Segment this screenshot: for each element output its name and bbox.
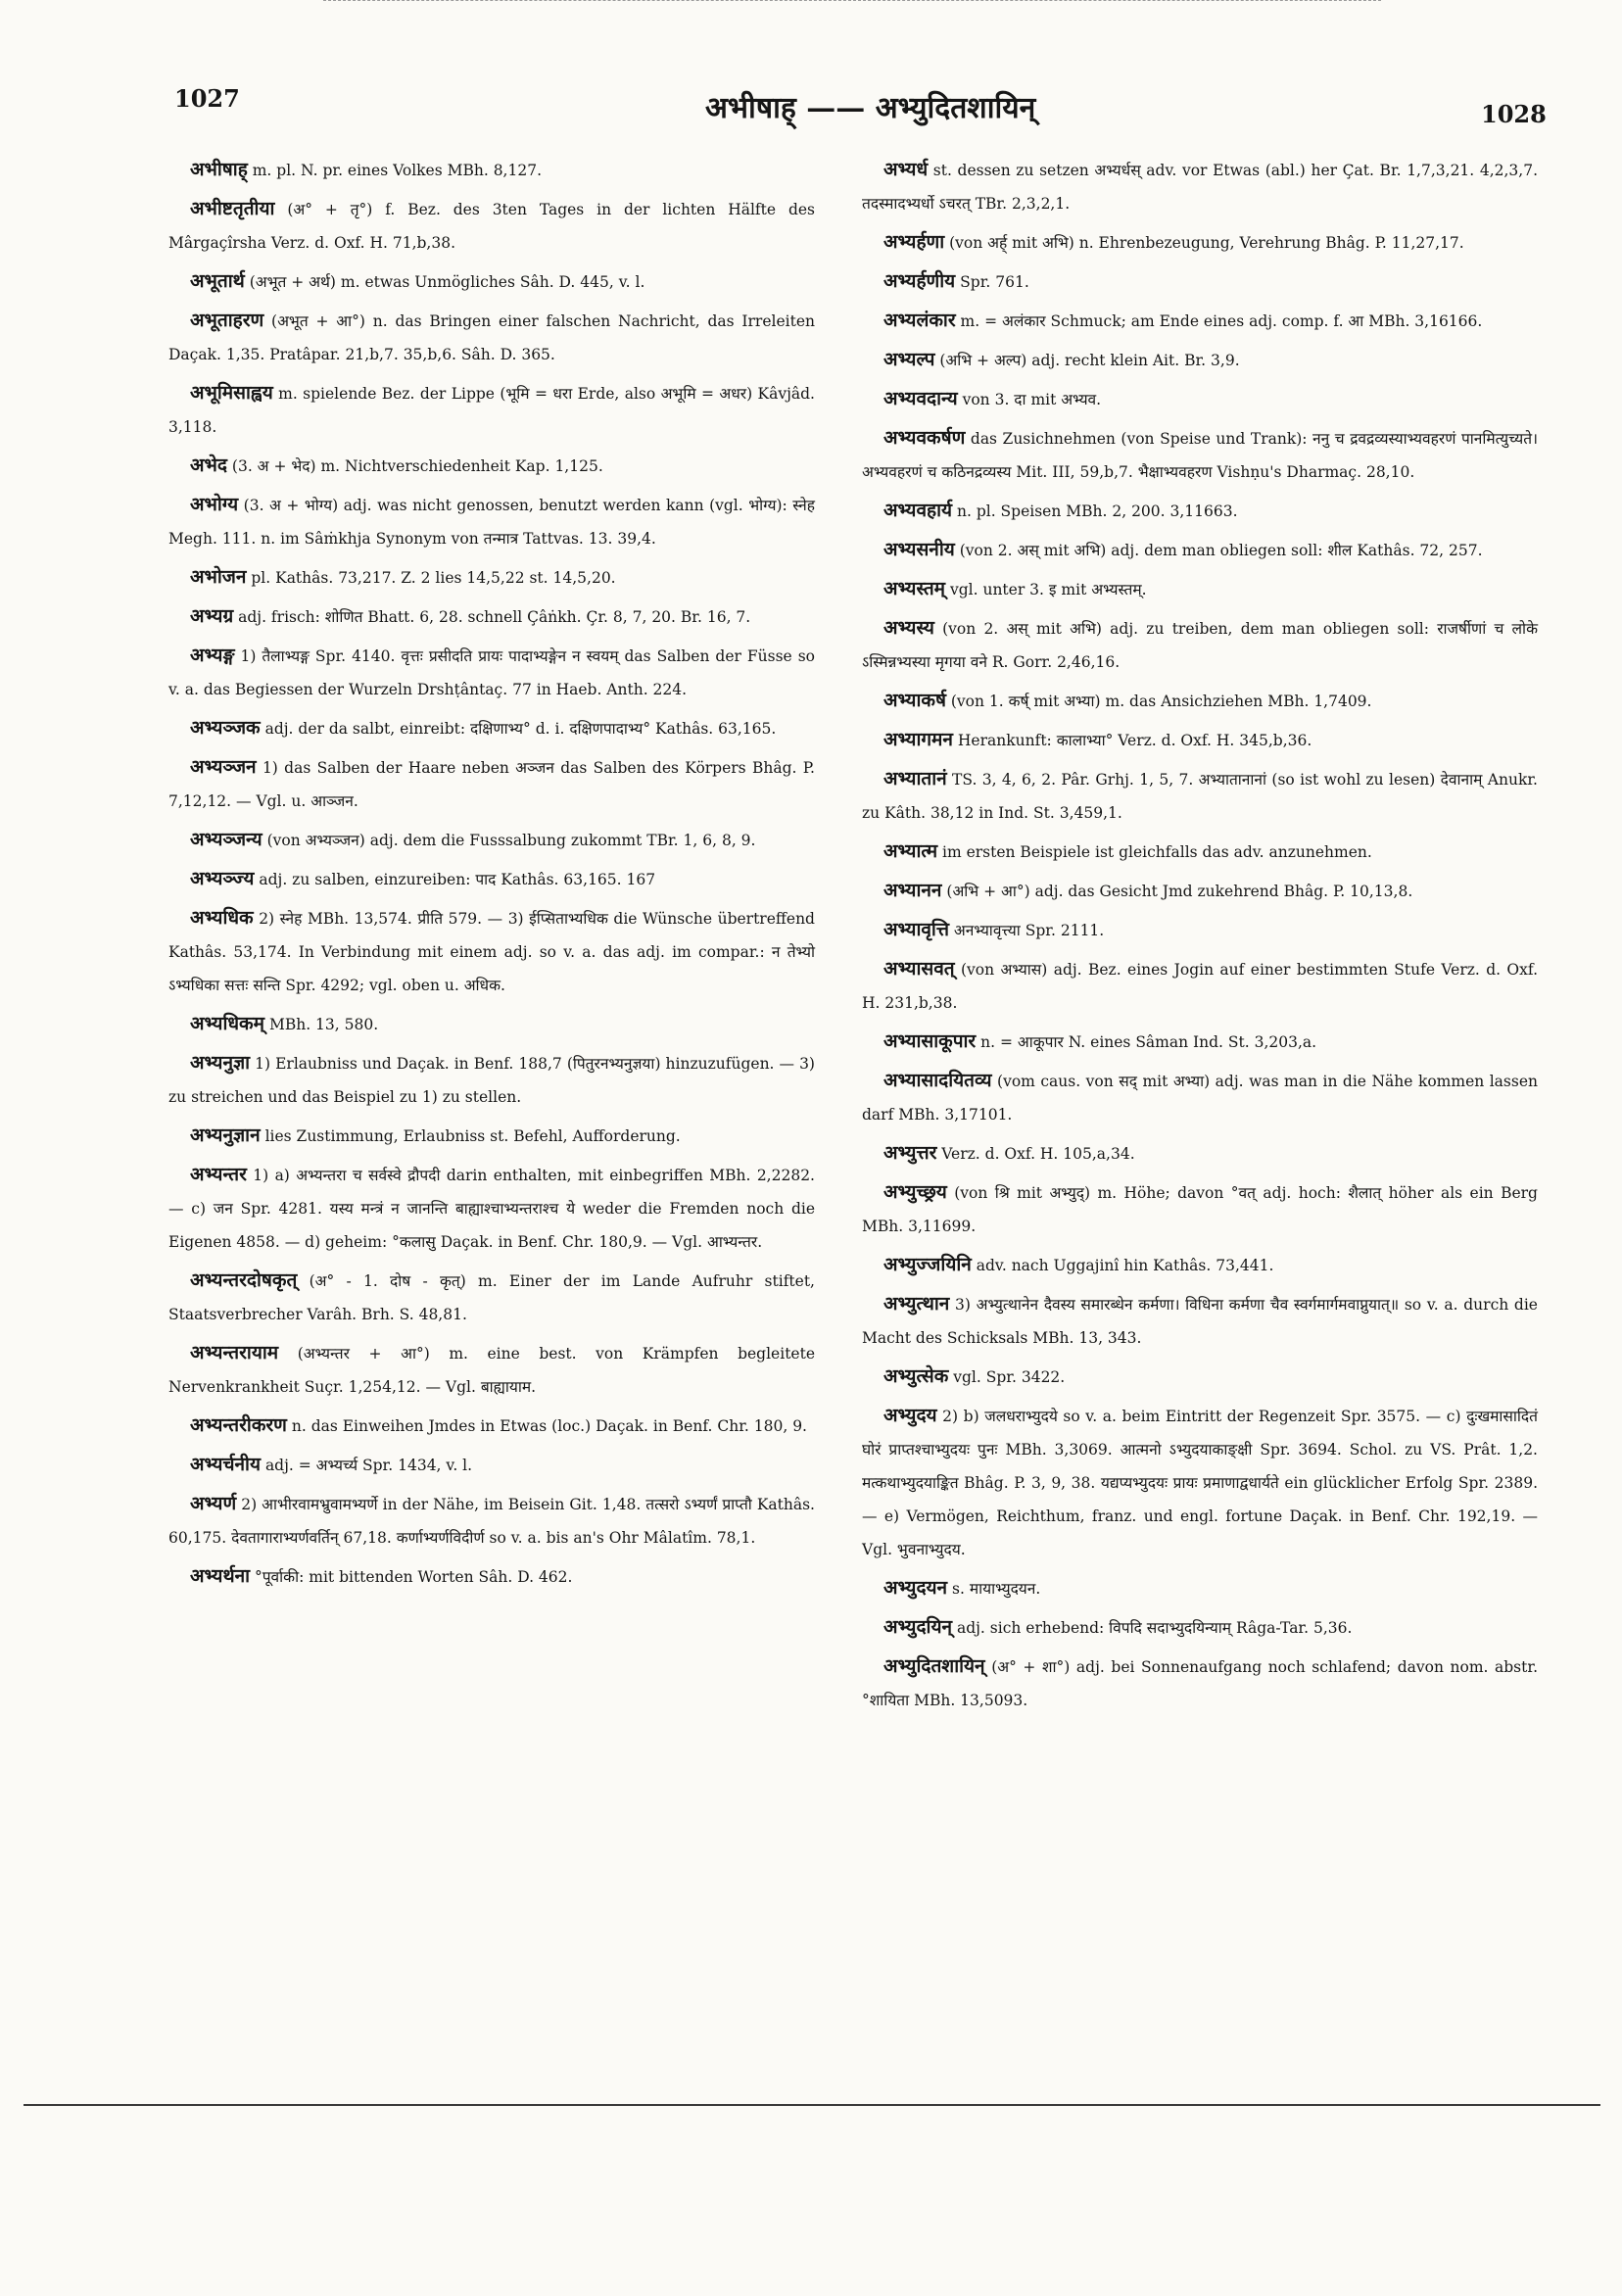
dictionary-entry <box>862 1064 1538 1131</box>
entry-headword: अभ्यञ्जन्य <box>190 829 262 850</box>
entry-text: Herankunft: कालाभ्या° Verz. d. Oxf. H. 345,b,36. <box>957 732 1312 749</box>
entry-text: 1) das Salben der Haare neben अञ्जन das Salben des Körpers Bhâg. P. 7,12,12. — Vgl. u. आञ्जन. <box>168 759 815 810</box>
page-number-left: 1027 <box>174 84 240 113</box>
entry-text: (3. अ + भोग्य) adj. was nicht genossen, benutzt werden kann (vgl. भोग्य): स्नेह Megh. 111. n. im Sâṁkhja Synonym von तन्मात्र Tattvas. 13. 39,4. <box>168 497 815 548</box>
dictionary-entry <box>862 153 1538 220</box>
right-column <box>862 153 1538 1722</box>
dictionary-entry <box>168 488 815 555</box>
entry-headword: अभ्यातानं <box>883 768 947 789</box>
entry-headword: अभ्यन्तरदोषकृत् <box>190 1269 298 1291</box>
bottom-rule <box>24 2104 1600 2106</box>
left-column <box>168 153 815 1599</box>
dictionary-entry <box>168 1559 815 1594</box>
dictionary-entry <box>168 750 815 818</box>
entry-text: m. pl. N. pr. eines Volkes MBh. 8,127. <box>252 162 542 179</box>
entry-text: (von 1. कर्ष् mit अभ्या) m. das Ansichziehen MBh. 1,7409. <box>950 693 1372 710</box>
entry-headword: अभ्यर्थना <box>190 1565 251 1587</box>
entry-text: 2) b) जलधराभ्युदये so v. a. beim Eintritt der Regenzeit Spr. 3575. — c) दुःखमासादितं घोरं प्राप्तश्चाभ्युदयः पुनः MBh. 3,3069. आत्मनो ऽभ्युदयाकाङ्क्षी Spr. 3694. Schol. zu VS. Prât. 1,2. मत्कथाभ्युदयाङ्कित Bhâg. P. 3, 9, 38. यद्यप्यभ्युदयः प्रायः प्रमाणाद्वधार्यते ein glücklicher Erfolg Spr. 2389. — e) Vermögen, Reichthum, franz. und engl. fortune Daçak. in Benf. Chr. 192,19. — Vgl. भुवनाभ्युदय. <box>862 1408 1538 1558</box>
dictionary-entry <box>862 421 1538 489</box>
entry-text: (von अभ्यास) adj. Bez. eines Jogin auf einer bestimmten Stufe Verz. d. Oxf. H. 231,b,38. <box>862 961 1538 1012</box>
entry-text: 3) अभ्युत्थानेन दैवस्य समारब्धेन कर्मणा। विधिना कर्मणा चैव स्वर्गमार्गमवाप्नुयात्॥ so v. a. durch die Macht des Schicksals MBh. 13, 343. <box>862 1296 1538 1347</box>
dictionary-entry <box>168 560 815 595</box>
entry-text: (von 2. अस् mit अभि) adj. dem man obliegen soll: शील Kathâs. 72, 257. <box>959 542 1483 559</box>
entry-text: (von 2. अस् mit अभि) adj. zu treiben, dem man obliegen soll: राजर्षीणां च लोके ऽस्मिन्नभ्यस्या मृगया वने R. Gorr. 2,46,16. <box>862 620 1538 671</box>
entry-headword: अभोजन <box>190 566 247 588</box>
entry-headword: अभ्युदय <box>883 1405 937 1426</box>
entry-text: (अभि + अल्प) adj. recht klein Ait. Br. 3,9. <box>939 352 1240 369</box>
entry-headword: अभ्यन्तरीकरण <box>190 1414 287 1436</box>
dictionary-entry <box>862 1136 1538 1171</box>
entry-text: (अभूत + आ°) n. das Bringen einer falschen Nachricht, das Irreleiten Daçak. 1,35. Pratâpar. 21,b,7. 35,b,6. Sâh. D. 365. <box>168 312 815 363</box>
entry-text: im ersten Beispiele ist gleichfalls das adv. anzunehmen. <box>942 843 1372 861</box>
running-title: अभीषाह् —— अभ्युदितशायिन् <box>705 91 1036 125</box>
entry-headword: अभ्यल्प <box>883 349 935 370</box>
entry-headword: अभ्याकर्ष <box>883 690 946 711</box>
entry-headword: अभ्यञ्जन <box>190 756 257 778</box>
entry-text: das Zusichnehmen (von Speise und Trank): ननु च द्रवद्रव्यस्याभ्यवहरणं पानमित्युच्यते। अभ्यवहरणं च कठिनद्रव्यस्य Mit. III, 59,b,7. भैक्षाभ्यवहरण Vishṇu's Dharmaç. 28,10. <box>862 430 1539 481</box>
entry-headword: अभ्यनुज्ञा <box>190 1052 251 1074</box>
entry-text: 1) a) अभ्यन्तरा च सर्वस्वे द्रौपदी darin enthalten, mit einbegriffen MBh. 2,2282. — c) जन Spr. 4281. यस्य मन्त्रं न जानन्ति बाह्याश्चाभ्यन्तराश्च ये weder die Fremden noch die Eigenen 4858. — d) geheim: °कलासु Daçak. in Benf. Chr. 180,9. — Vgl. आभ्यन्तर. <box>168 1167 815 1251</box>
entry-text: °पूर्वाकी: mit bittenden Worten Sâh. D. 462. <box>255 1568 573 1586</box>
dictionary-entry <box>168 1448 815 1482</box>
page-number-right: 1028 <box>1481 100 1547 128</box>
entry-headword: अभ्यधिकम् <box>190 1013 265 1034</box>
dictionary-entry <box>168 192 815 260</box>
entry-headword: अभ्यर्ण <box>190 1493 237 1514</box>
entry-text: n. pl. Speisen MBh. 2, 200. 3,11663. <box>956 502 1238 520</box>
entry-headword: अभ्युदयन <box>883 1577 948 1599</box>
dictionary-entry <box>862 874 1538 908</box>
entry-headword: अभ्यधिक <box>190 907 254 929</box>
dictionary-entry <box>862 1360 1538 1394</box>
entry-headword: अभ्यस्तम् <box>883 578 946 599</box>
entry-headword: अभोग्य <box>190 494 239 515</box>
top-edge-line <box>323 0 1381 1</box>
entry-text: vgl. unter 3. इ mit अभ्यस्तम्. <box>949 581 1147 598</box>
dictionary-entry <box>168 599 815 634</box>
dictionary-entry <box>168 1007 815 1041</box>
entry-text: lies Zustimmung, Erlaubniss st. Befehl, Aufforderung. <box>264 1127 681 1145</box>
dictionary-entry <box>862 533 1538 567</box>
entry-text: vgl. Spr. 3422. <box>953 1368 1066 1386</box>
dictionary-entry <box>862 1399 1538 1566</box>
entry-headword: अभ्यर्चनीय <box>190 1454 261 1475</box>
entry-headword: अभ्यञ्ज्य <box>190 868 255 889</box>
entry-headword: अभीष्टतृतीया <box>190 198 275 219</box>
entry-text: अनभ्यावृत्त्या Spr. 2111. <box>953 922 1105 939</box>
dictionary-entry <box>862 572 1538 606</box>
dictionary-entry <box>168 1119 815 1153</box>
entry-headword: अभ्यासाकूपार <box>883 1030 977 1052</box>
dictionary-entry <box>168 823 815 857</box>
dictionary-entry <box>168 862 815 896</box>
entry-text: (अभूत + अर्थ) m. etwas Unmögliches Sâh. D. 445, v. l. <box>249 273 645 291</box>
dictionary-entry <box>862 494 1538 528</box>
dictionary-entry <box>862 1175 1538 1243</box>
entry-headword: अभ्यात्म <box>883 840 938 862</box>
entry-headword: अभ्युत्थान <box>883 1293 950 1315</box>
dictionary-entry <box>862 1610 1538 1645</box>
entry-headword: अभ्यलंकार <box>883 310 956 331</box>
dictionary-entry <box>862 1287 1538 1355</box>
dictionary-entry <box>168 1264 815 1331</box>
dictionary-entry <box>168 1409 815 1443</box>
entry-text: adj. = अभ्यर्च्य Spr. 1434, v. l. <box>264 1457 473 1474</box>
dictionary-entry <box>862 343 1538 377</box>
entry-text: st. dessen zu setzen अभ्यर्धस् adv. vor Etwas (abl.) her Çat. Br. 1,7,3,21. 4,2,3,7. तदस्मादभ्यर्धो ऽचरत् TBr. 2,3,2,1. <box>862 162 1538 213</box>
entry-text: (अभ्यन्तर + आ°) m. eine best. von Krämpfen begleitete Nervenkrankheit Suçr. 1,254,12. — Vgl. बाह्यायाम. <box>168 1345 815 1396</box>
dictionary-entry <box>862 1248 1538 1282</box>
entry-headword: अभ्यर्ध <box>883 159 929 180</box>
dictionary-entry <box>168 1487 815 1555</box>
entry-headword: अभ्यागमन <box>883 729 953 750</box>
entry-headword: अभ्यवकर्षण <box>883 427 966 449</box>
entry-headword: अभ्युत्तर <box>883 1142 937 1164</box>
dictionary-entry <box>168 711 815 745</box>
entry-text: adv. nach Uggajinî hin Kathâs. 73,441. <box>976 1257 1274 1274</box>
dictionary-entry <box>168 153 815 187</box>
entry-text: (अ° - 1. दोष - कृत्) m. Einer der im Lande Aufruhr stiftet, Staatsverbrecher Varâh. Brh. S. 48,81. <box>168 1272 815 1323</box>
entry-text: Verz. d. Oxf. H. 105,a,34. <box>941 1145 1135 1163</box>
dictionary-entry <box>862 225 1538 260</box>
entry-text: 1) Erlaubniss und Daçak. in Benf. 188,7 (पितुरनभ्यनुज्ञया) hinzuzufügen. — 3) zu streichen und das Beispiel zu 1) zu stellen. <box>168 1055 815 1106</box>
dictionary-entry <box>862 684 1538 718</box>
entry-text: (von श्रि mit अभ्युद्) m. Höhe; davon °वत् adj. hoch: शैलात् höher als ein Berg MBh. 3,11699. <box>862 1184 1538 1235</box>
entry-headword: अभ्यङ्ग <box>190 645 235 666</box>
dictionary-entry <box>862 1571 1538 1605</box>
entry-headword: अभ्यञ्जक <box>190 717 261 739</box>
entry-headword: अभ्यर्हणा <box>883 231 945 253</box>
entry-headword: अभ्यासवत् <box>883 958 955 980</box>
entry-text: m. = अलंकार Schmuck; am Ende eines adj. comp. f. आ MBh. 3,16166. <box>960 312 1483 330</box>
dictionary-entry <box>862 835 1538 869</box>
entry-text: 2) आभीरवामभ्रुवामभ्यर्णे in der Nähe, im Beisein Git. 1,48. तत्सरो ऽभ्यर्णं प्राप्तौ Kathâs. 60,175. देवतागाराभ्यर्णवर्तिन् 67,18. कर्णाभ्यर्णविदीर्ण so v. a. bis an's Ohr Mâlatîm. 78,1. <box>168 1496 815 1547</box>
dictionary-entry <box>862 1025 1538 1059</box>
entry-text: von 3. दा mit अभ्यव. <box>962 391 1102 408</box>
dictionary-entry <box>862 611 1538 679</box>
entry-headword: अभेद <box>190 454 227 476</box>
entry-headword: अभ्यर्हणीय <box>883 270 956 292</box>
entry-headword: अभूताहरण <box>190 310 264 331</box>
entry-text: s. मायाभ्युदयन. <box>952 1580 1041 1598</box>
dictionary-entry <box>862 952 1538 1020</box>
entry-text: MBh. 13, 580. <box>268 1016 379 1033</box>
entry-text: (अभि + आ°) adj. das Gesicht Jmd zukehrend Bhâg. P. 10,13,8. <box>946 883 1413 900</box>
entry-headword: अभीषाह् <box>190 159 248 180</box>
entry-text: (अ° + शा°) adj. bei Sonnenaufgang noch schlafend; davon nom. abstr. °शायिता MBh. 13,5093. <box>862 1658 1539 1709</box>
entry-headword: अभ्यन्तर <box>190 1164 247 1185</box>
entry-headword: अभ्यासादयितव्य <box>883 1070 992 1091</box>
dictionary-entry <box>168 639 815 706</box>
entry-headword: अभूमिसाह्वय <box>190 382 273 404</box>
entry-headword: अभ्यस्य <box>883 617 934 639</box>
entry-headword: अभ्युत्सेक <box>883 1365 949 1387</box>
entry-text: 1) तैलाभ्यङ्ग Spr. 4140. वृत्तः प्रसीदति प्रायः पादाभ्यङ्गेन न स्वयम् das Salben der Füsse so v. a. das Begiessen der Wurzeln Drshṭântaç. 77 in Haeb. Anth. 224. <box>168 647 815 698</box>
dictionary-entry <box>862 264 1538 299</box>
entry-text: adj. sich erhebend: विपदि सदाभ्युदयिन्याम् Râga-Tar. 5,36. <box>956 1619 1353 1637</box>
entry-headword: अभ्युदयिन् <box>883 1616 953 1638</box>
entry-text: Spr. 761. <box>960 273 1029 291</box>
entry-headword: अभ्युज्जयिनि <box>883 1254 972 1275</box>
entry-headword: अभ्यनुज्ञान <box>190 1124 261 1146</box>
dictionary-entry <box>862 723 1538 757</box>
entry-text: adj. zu salben, einzureiben: पाद Kathâs. 63,165. 167 <box>259 871 656 888</box>
entry-text: m. spielende Bez. der Lippe (भूमि = धरा Erde, also अभूमि = अधर) Kâvjâd. 3,118. <box>168 385 815 436</box>
entry-text: (अ° + तृ°) f. Bez. des 3ten Tages in der lichten Hälfte des Mârgaçîrsha Verz. d. Oxf. H. 71,b,38. <box>168 201 815 252</box>
entry-text: adj. der da salbt, einreibt: दक्षिणाभ्य° d. i. दक्षिणपादाभ्य° Kathâs. 63,165. <box>264 720 777 738</box>
dictionary-entry <box>168 1158 815 1259</box>
dictionary-entry <box>862 762 1538 830</box>
entry-headword: अभ्युदितशायिन् <box>883 1655 985 1677</box>
entry-text: (von अभ्यञ्जन) adj. dem die Fusssalbung zukommt TBr. 1, 6, 8, 9. <box>266 832 756 849</box>
entry-text: adj. frisch: शोणित Bhatt. 6, 28. schnell Çâṅkh. Çr. 8, 7, 20. Br. 16, 7. <box>238 608 751 626</box>
dictionary-entry <box>862 913 1538 947</box>
dictionary-entry <box>168 264 815 299</box>
entry-text: (von अर्ह् mit अभि) n. Ehrenbezeugung, Verehrung Bhâg. P. 11,27,17. <box>949 234 1464 252</box>
dictionary-entry <box>168 376 815 444</box>
entry-text: TS. 3, 4, 6, 2. Pâr. Grhj. 1, 5, 7. अभ्यातानानां (so ist wohl zu lesen) देवानाम् Anukr. zu Kâth. 38,12 in Ind. St. 3,459,1. <box>862 771 1538 822</box>
dictionary-entry <box>168 304 815 371</box>
entry-text: n. = आकूपार N. eines Sâman Ind. St. 3,203,a. <box>980 1033 1317 1051</box>
dictionary-entry <box>168 449 815 483</box>
entry-text: n. das Einweihen Jmdes in Etwas (loc.) Daçak. in Benf. Chr. 180, 9. <box>291 1417 807 1435</box>
dictionary-entry <box>862 1650 1538 1717</box>
entry-headword: अभ्यवहार्य <box>883 500 953 521</box>
entry-headword: अभ्युच्छ्रय <box>883 1181 947 1203</box>
entry-headword: अभ्यानन <box>883 880 942 901</box>
entry-headword: अभ्यन्तरायाम <box>190 1342 279 1363</box>
entry-text: pl. Kathâs. 73,217. Z. 2 lies 14,5,22 st. 14,5,20. <box>251 569 616 587</box>
entry-headword: अभ्यावृत्ति <box>883 919 949 940</box>
dictionary-entry <box>168 1336 815 1404</box>
dictionary-entry <box>862 382 1538 416</box>
dictionary-entry <box>862 304 1538 338</box>
entry-headword: अभ्यग्र <box>190 605 234 627</box>
dictionary-entry <box>168 1046 815 1114</box>
entry-headword: अभ्यसनीय <box>883 539 955 560</box>
entry-text: (3. अ + भेद) m. Nichtverschiedenheit Kap. 1,125. <box>231 457 603 475</box>
entry-headword: अभूतार्थ <box>190 270 245 292</box>
entry-text: (vom caus. von सद् mit अभ्या) adj. was man in die Nähe kommen lassen darf MBh. 3,17101. <box>862 1073 1538 1124</box>
entry-text: 2) स्नेह MBh. 13,574. प्रीति 579. — 3) ईप्सिताभ्यधिक die Wünsche übertreffend Kathâs. 53,174. In Verbindung mit einem adj. so v. a. das adj. im compar.: न तेभ्यो ऽभ्यधिका सत्तः सन्ति Spr. 4292; vgl. oben u. अधिक. <box>168 910 815 994</box>
entry-headword: अभ्यवदान्य <box>883 388 958 409</box>
dictionary-entry <box>168 901 815 1002</box>
